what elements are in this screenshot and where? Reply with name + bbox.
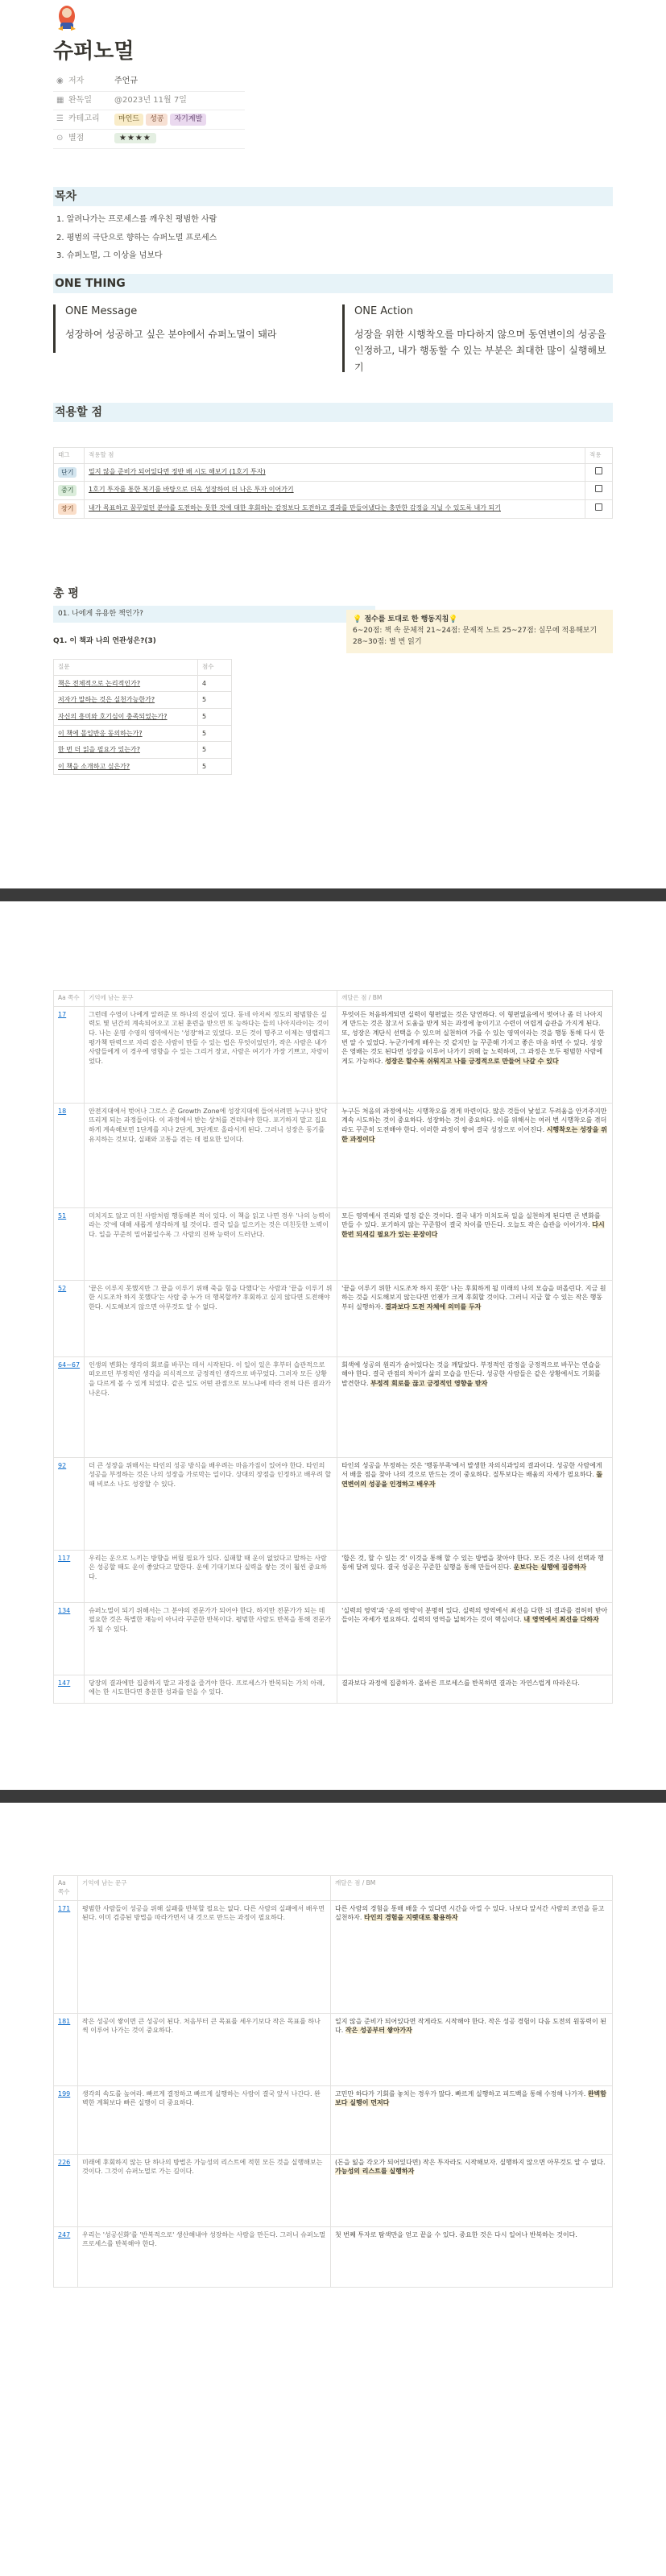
table-row: 92 더 큰 성장을 위해서는 타인의 성공 방식을 배우려는 마음가짐이 있어야 한다. 타인의 성공을 부정하는 것은 나의 성장을 가로막는 일이다. 상대의 장점을 인정하고 배우려 할 때 비로소 나도 성장할 수 있다. 타인의 성공을 부정하는 것은 '행동부족'에서 발생한 자의식과잉의 결과이다. 성공한 사람에게서 배울 점을 찾아 나의 것으로 만드는 것이 중요하다. 질투보다는 배움의 자세가 필요하다. 돌연변이의 성공을 인정하고 배우자: [54, 1457, 613, 1550]
column-header: 깨달은 점 / BM: [331, 1876, 613, 1901]
page-separator: [0, 888, 666, 901]
column-header: Aa 쪽수: [54, 1876, 78, 1901]
column-header: 깨달은 점 / BM: [337, 991, 613, 1007]
property-rating: ⊙ 별점 ★★★★: [53, 130, 245, 149]
table-row: 171 평범한 사람들이 성공을 위해 실패를 반복할 필요는 없다. 다른 사람의 실패에서 배우면 된다. 이미 검증된 방법을 따라가면서 내 것으로 만드는 과정이 필요하다. 다른 사람의 경험을 통해 배울 수 있다면 시간을 아낄 수 있다. 나보다 앞서간 사람의 조언을 듣고 실천하자. 타인의 경험을 지렛대로 활용하자: [54, 1900, 613, 2013]
table-row: 181 작은 성공이 쌓이면 큰 성공이 된다. 처음부터 큰 목표를 세우기보다 작은 목표를 하나씩 이루어 나가는 것이 중요하다. 일지 않을 준비가 되어있다면 작게라도 시작해야 한다. 작은 성공 경험이 다음 도전의 원동력이 된다. 작은 성공부터 쌓아가자: [54, 2013, 613, 2085]
table-row: 147 당장의 결과에만 집중하지 말고 과정을 즐겨야 한다. 프로세스가 반복되는 가치 아래, 에는 한 시도한다면 충분한 성과를 얻을 수 있다. 결과보다 과정에 집중하자. 올바른 프로세스를 반복하면 결과는 자연스럽게 따라온다.: [54, 1675, 613, 1703]
property-author: ◉ 저자 주언규: [53, 72, 245, 91]
star-icon: ⊙: [56, 134, 64, 143]
table-row: 199 생각의 속도를 높여라. 빠르게 결정하고 빠르게 실행하는 사람이 결국 앞서 나간다. 완벽한 계획보다 빠른 실행이 더 중요하다. 고민만 하다가 기회를 놓치는 경우가 많다. 빠르게 실행하고 피드백을 통해 수정해 나가자. 완벽함보다 실행이 먼저다: [54, 2085, 613, 2154]
table-row: [54, 500, 613, 519]
page-1: [0, 0, 666, 888]
author-value[interactable]: 주언규: [111, 72, 245, 91]
calendar-icon: ▦: [56, 95, 64, 105]
table-row: 226 미래에 후회하지 않는 단 하나의 방법은 가능성의 리스트에 적힌 모든 것을 실행해보는 것이다. 그것이 슈퍼노멀로 가는 길이다. (돈을 잃을 각오가 되어있다면) 작은 투자라도 시작해보자. 실행하지 않으면 아무것도 알 수 없다. 가능성의 리스트를 실행하자: [54, 2154, 613, 2226]
column-header: 점수: [198, 660, 232, 676]
tag-mind[interactable]: 마인드: [114, 114, 143, 126]
column-header: 질문: [54, 660, 198, 676]
apply-checkbox[interactable]: [595, 467, 602, 474]
onething-heading: ONE THING: [53, 274, 613, 293]
review-question-bar: 01. 나에게 유용한 책인가?: [53, 606, 375, 623]
tag-mid[interactable]: 중기: [58, 485, 77, 496]
apply-checkbox[interactable]: [595, 485, 602, 492]
table-row: 이 책에 몰입반응 동의하는가? 5: [54, 725, 232, 742]
column-header: 적용: [585, 448, 613, 464]
one-action-body: 성장을 위한 시행착오를 마다하지 않으며 동연변이의 성공을 인정하고, 내가 행동할 수 있는 부분은 최대한 많이 실행해보기: [354, 328, 606, 373]
table-row: 17 그런데 수영이 나에게 알려준 또 하나의 진실이 있다. 동네 아저씨 정도의 평범함은 실력도 몇 년간의 계속되어오고 고된 훈련을 받으면 또 능하다는 들의 나아지라이는 것이다. 나는 운명 수영의 영역에서는 '성장'하고 있었다. 모든 것이 명주고 이제는 영랩리그 평가책 탄력으로 자리 잡은 사람이 만들 수 있는 법은 무엇이었던가, 작은 사람은 내가 사람들에게 이 경우에 영향을 수 있는 그리거 장교, 사람은 여기가 가장 기쁘고, 자랑이었다. 무엇이든 처음하게되면 실력이 형편없는 것은 당연하다. 이 형편없음에서 벗어나 좀 더 나아지게 만드는 것은 참고서 도움을 받게 되는 과정에 놓이기고 수련이 어렵게 습관을 가지게 된다. 또, 성장은 계단식 선택을 수 있으며 실천하며 가를 수 있는 영역이라는 것을 행동 통해 다시 한 번 알 수 있었다. 누군가에게 배우는 것 같지만 늘 꾸준해 가지고 좋은 마음 하면 수 있다. 성장은 영배는 것도 된다면 성장을 이루어 나가기 위해 늘 노력하며, 그 과정은 모두 평범한 사람에게도 가능하다. 성장은 할수록 쉬워지고 나를 긍정적으로 만들어 나갈 수 있다: [54, 1006, 613, 1103]
table-row: 책은 전체적으로 논리적인가? 4: [54, 675, 232, 692]
score-guide-title: 💡 점수를 토대로 한 행동지침💡: [353, 615, 458, 623]
page-3: [0, 1803, 666, 2576]
rating-value[interactable]: ★★★★: [114, 133, 156, 143]
table-row: 한 번 더 읽을 필요가 있는가? 5: [54, 742, 232, 759]
apply-heading: 적용할 점: [53, 403, 613, 422]
table-row: 52 '끝은 이루지 못했지만 그 끝을 이루기 위해 죽을 힘을 다했다'는 사람과 '끝을 이루기 위한 시도조차 하지 못했다'는 사람 중 누가 더 행복할까? 후회하고 싶지 않다면 도전해야 한다. 시도해보지 않으면 아무것도 알 수 없다. '끝을 이루기 위한 시도조차 하지 못한' 나는 후회하게 될 미래의 나의 모습을 떠올린다. 지금 원하는 것을 시도해보지 않는다면 언젠가 크게 후회할 것이다. 그러니 지금 할 수 있는 작은 행동부터 실행하자. 결과보다 도전 자체에 의미를 두자: [54, 1280, 613, 1356]
score-guide-line: 28~30점: 별 번 읽기: [353, 637, 422, 646]
toc-heading: 목차: [53, 187, 613, 206]
toc-list: [53, 211, 613, 266]
apply-text[interactable]: 밀지 않을 준비가 되어있다면 정반 배 시도 해보기 (1호기 투자): [85, 463, 585, 482]
table-row: 64~67 인생의 변화는 생각의 회로를 바꾸는 데서 시작된다. 이 일이 있은 후부터 습관적으로 떠오르던 부정적인 생각을 의식적으로 긍정적인 생각으로 바꾸었다. 그러자 모든 상황을 다르게 볼 수 있게 되었다. 같은 일도 어떤 관점으로 보느냐에 따라 전혀 다른 결과가 나온다. 회색에 성공의 원리가 숨어있다는 것을 깨달았다. 부정적인 감정을 긍정적으로 바꾸는 연습을 해야 한다. 결국 관점의 차이가 삶의 모습을 만든다. 성공한 사람들은 같은 상황에서도 기회를 발견한다. 부정적 회로를 끊고 긍정적인 영향을 받자: [54, 1356, 613, 1457]
apply-text[interactable]: 1호기 투자를 통한 복기를 바탕으로 더욱 성장하여 더 나은 투자 이어가기: [85, 482, 585, 500]
one-action-block: [342, 304, 613, 372]
tag-long[interactable]: 장기: [58, 503, 77, 515]
properties-table: [53, 72, 245, 149]
toc-item[interactable]: 2. 평범의 극단으로 향하는 슈퍼노멀 프로세스: [56, 233, 217, 242]
column-header: 기억에 남는 문구: [85, 991, 337, 1007]
table-row: 247 우리는 '성공신화'를 '반복적으로' 생산해내야 성장하는 사람을 만든다. 그러니 슈퍼노멀 프로세스를 반복해야 한다. 첫 번째 투자로 탐색만을 얻고 끝을 수 있다. 중요한 것은 다시 일어나 반복하는 것이다.: [54, 2226, 613, 2287]
column-header: Aa 쪽수: [54, 991, 85, 1007]
one-action-title: ONE Action: [354, 305, 414, 317]
page-2: [0, 901, 666, 1790]
property-category: ☰ 카테고리 마인드 성공 자기계발: [53, 110, 245, 130]
toc-item[interactable]: 3. 슈퍼노멀, 그 이상을 넘보다: [56, 251, 163, 261]
tag-success[interactable]: 성공: [146, 114, 168, 126]
column-header: 기억에 남는 문구: [78, 1876, 331, 1901]
list-icon: ☰: [56, 114, 64, 124]
one-message-block: [53, 304, 315, 353]
apply-table: [53, 447, 613, 519]
property-date: ▦ 완독일 @2023년 11월 7일: [53, 91, 245, 110]
table-row: [54, 482, 613, 500]
score-guide-line: 6~20점: 책 속 문체적 21~24점: 문제적 노트 25~27점: 실무에 적용해보기: [353, 626, 598, 635]
apply-checkbox[interactable]: [595, 503, 602, 511]
table-row: [54, 463, 613, 482]
apply-text[interactable]: 내가 목표하고 꿈꾸었던 분야를 도전하는 못한 것에 대한 후회하는 감정보다 도전하고 결과를 만들어냈다는 충만한 감정을 지닐 수 있도록 내가 되기: [85, 500, 585, 519]
table-row: 18 안전지대에서 벗어나 그로스 존 Growth Zone에 성장지대에 들어서려면 누구나 맞닥뜨리게 되는 과정들이다. 이 과정에서 받는 상처를 견뎌내야 한다. 포기하지 말고 집요하게 계속해보면 1단계를 지나 2단계, 3단계로 올라서게 된다. 그러니 성장은 동기를 유지하는 것보다, 실패와 고통을 겪는 데 필요한 일이다. 누구든 처음의 과정에서는 시행착오를 겪게 마련이다. 많은 것들이 낯설고 두려움을 안겨주지만 계속 시도하는 것이 중요하다. 성장하는 것이 중요하다. 이를 위해서는 여러 번 시행착오를 겪더라도 꾸준히 도전해야 한다. 이러한 과정이 쌓여 결국 성장으로 이어진다. 시행착오는 성장을 위한 과정이다: [54, 1103, 613, 1207]
table-row: 51 미치지도 않고 미친 사람처럼 행동해본 적이 있다. 이 책을 읽고 나면 경우 '나의 능력이라는 것'에 대해 새롭게 생각하게 될 것이다. 결국 일을 일으키는 것은 미친듯한 노력이다. 일을 꾸준히 밀어붙일수록 그 사람의 진짜 능력이 드러난다. 모든 영역에서 진리와 열정 같은 것이다. 결국 내가 미치도록 일을 실천하게 된다면 큰 변화를 만들 수 있다. 포기하지 않는 꾸준함이 결국 차이를 만든다. 오늘도 작은 습관을 이어가자. 다시 한번 되새김 필요가 있는 문장이다: [54, 1207, 613, 1280]
score-guide-callout: [346, 610, 613, 653]
table-row: 이 책을 소개하고 싶은가? 5: [54, 758, 232, 775]
table-row: 저자가 말하는 것은 실천가능한가? 5: [54, 692, 232, 709]
review-q1: Q1. 이 책과 나의 연관성은?(3): [53, 637, 156, 645]
tag-short[interactable]: 단기: [58, 467, 77, 478]
memo-table-part1: [53, 990, 613, 1704]
column-header: 적용할 점: [85, 448, 585, 464]
column-header: 태그: [54, 448, 85, 464]
one-message-title: ONE Message: [65, 305, 138, 317]
page-separator: [0, 1790, 666, 1803]
tag-self-dev[interactable]: 자기계발: [170, 114, 206, 126]
score-table: [53, 659, 232, 775]
table-row: 117 우리는 운으로 느끼는 방향을 버릴 필요가 있다. 실패할 때 운이 없었다고 말하는 사람은 성공할 때도 운이 좋았다고 말한다. 운에 기대기보다 실력을 쌓는 것이 훨씬 중요하다. '합은 것, 할 수 있는 것' 이것을 통해 할 수 있는 방법을 찾아야 한다. 모든 것은 나의 선택과 행동에 달려 있다. 결국 성공은 꾸준한 실행을 통해 만들어진다. 운보다는 실행에 집중하자: [54, 1550, 613, 1602]
table-row: 자신의 흥미와 호기심이 충족되었는가? 5: [54, 709, 232, 726]
memo-table-part2: [53, 1875, 613, 2288]
review-heading: 총 평: [53, 587, 79, 600]
toc-item[interactable]: 1. 알려나가는 프로세스를 깨우친 평범한 사람: [56, 215, 217, 225]
page-title: 슈퍼노멀: [53, 39, 134, 64]
one-message-body: 성장하여 성공하고 싶은 분야에서 슈퍼노멀이 돼라: [65, 328, 277, 340]
table-row: 134 슈퍼노멀이 되기 위해서는 그 분야의 전문가가 되어야 한다. 하지만 전문가가 되는 데 필요한 것은 특별한 재능이 아니라 꾸준한 반복이다. 평범한 사람도 반복을 통해 전문가가 될 수 있다. '실력의 영역'과 '운의 영역'이 분명히 있다. 실력의 영역에서 최선을 다한 뒤 결과를 겸허히 받아들이는 자세가 필요하다. 실력의 영역을 넓혀가는 것이 핵심이다. 내 영역에서 최선을 다하자: [54, 1602, 613, 1675]
rocket-character-icon: [53, 2, 81, 32]
date-value[interactable]: @2023년 11월 7일: [111, 91, 245, 110]
person-icon: ◉: [56, 77, 64, 85]
